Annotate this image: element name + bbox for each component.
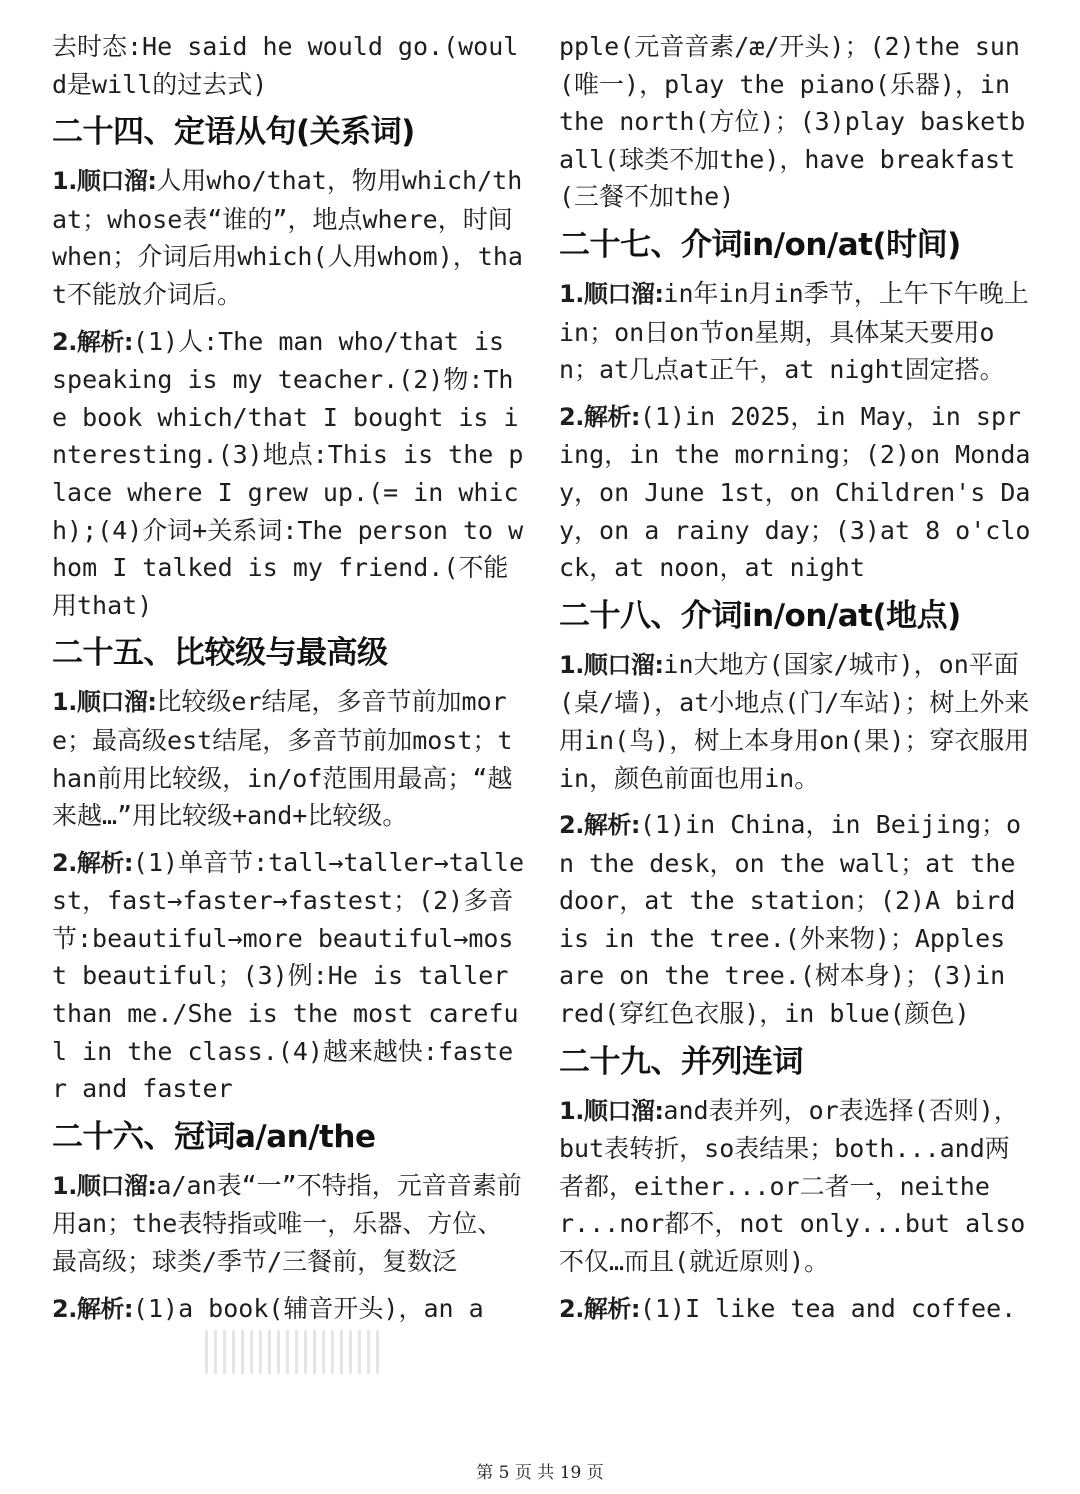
watermark-overlay — [205, 1330, 380, 1374]
rhyme-paragraph — [559, 1092, 1033, 1281]
rhyme-text: in年in月in季节，上午下午晚上in；on日on节on星期，具体某天要用on；at几点at正午，at night固定搭。 — [559, 278, 1029, 385]
section-heading-27: 二十七、介词in/on/at(时间) — [559, 226, 961, 263]
analysis-label: 2.解析: — [52, 848, 133, 877]
section-heading-24: 二十四、定语从句(关系词) — [52, 114, 415, 151]
analysis-text: (1)a book(辅音开头)，an a — [132, 1293, 484, 1323]
analysis-text: (1)in 2025，in May，in spring，in the morning；(2)on Monday，on June 1st，on Children's Day，on a rainy day；(3)at 8 o'clock，at noon，at night — [559, 401, 1031, 583]
analysis-paragraph — [559, 398, 1033, 587]
rhyme-paragraph — [52, 1167, 524, 1281]
analysis-label: 2.解析: — [559, 402, 640, 431]
page-number-footer: 第 5 页 共 19 页 — [476, 1463, 604, 1483]
rhyme-label: 1.顺口溜: — [52, 1171, 157, 1200]
rhyme-label: 1.顺口溜: — [52, 167, 157, 196]
analysis-paragraph — [52, 1290, 524, 1329]
section-heading-25: 二十五、比较级与最高级 — [52, 635, 388, 672]
analysis-paragraph — [559, 1290, 1033, 1329]
rhyme-text: in大地方(国家/城市)，on平面(桌/墙)，at小地点(门/车站)；树上外来用in(鸟)，树上本身用on(果)；穿衣服用in，颜色前面也用in。 — [559, 649, 1030, 793]
continued-text: pple(元音音素/æ/开头)；(2)the sun(唯一)，play the piano(乐器)，in the north(方位)；(3)play basketball(球类不加the)，have breakfast(三餐不加the) — [559, 32, 1026, 212]
rhyme-paragraph — [559, 275, 1033, 389]
rhyme-label: 1.顺口溜: — [559, 650, 664, 679]
rhyme-paragraph — [559, 646, 1033, 797]
analysis-label: 2.解析: — [52, 327, 133, 356]
rhyme-paragraph — [52, 162, 524, 313]
rhyme-text: a/an表“一”不特指，元音音素前用an；the表特指或唯一，乐器、方位、最高级；球类/季节/三餐前，复数泛 — [52, 1170, 522, 1277]
analysis-text: (1)I like tea and coffee. — [639, 1293, 1017, 1323]
rhyme-label: 1.顺口溜: — [559, 1096, 664, 1125]
left-column — [52, 28, 524, 1337]
right-column — [559, 28, 1033, 1337]
rhyme-text: 人用who/that，物用which/that；whose表“谁的”，地点where，时间when；介词后用which(人用whom)，that不能放介词后。 — [52, 166, 523, 309]
analysis-label: 2.解析: — [559, 1294, 640, 1323]
analysis-paragraph — [52, 323, 524, 625]
analysis-text: (1)in China，in Beijing；on the desk，on the wall；at the door，at the station；(2)A bird is in the tree.(外来物)；Apples are on the tree.(树本身)；(3)in red(穿红色衣服)，in blue(颜色) — [559, 810, 1022, 1029]
rhyme-text: 比较级er结尾，多音节前加more；最高级est结尾，多音节前加most；than前用比较级，in/of范围用最高；“越来越…”用比较级+and+比较级。 — [52, 687, 513, 831]
rhyme-label: 1.顺口溜: — [52, 688, 157, 717]
analysis-label: 2.解析: — [559, 811, 640, 840]
section-heading-26: 二十六、冠词a/an/the — [52, 1118, 376, 1155]
rhyme-text: and表并列，or表选择(否则)，but表转折，so表结果；both...and两者都，either...or二者一，neither...nor都不，not only...but also不仅…而且(就近原则)。 — [559, 1095, 1026, 1277]
rhyme-paragraph — [52, 683, 524, 834]
analysis-text: (1)人:The man who/that is speaking is my teacher.(2)物:The book which/that I bought is interesting.(3)地点:This is the place where I grew up.(= in which);(4)介词+关系词:The person to whom I talked is my friend.(不能用that) — [52, 326, 524, 620]
analysis-label: 2.解析: — [52, 1294, 133, 1323]
continued-text: 去时态:He said he would go.(would是will的过去式) — [52, 32, 519, 99]
section-heading-28: 二十八、介词in/on/at(地点) — [559, 597, 961, 634]
analysis-paragraph — [52, 844, 524, 1108]
section-heading-29: 二十九、并列连词 — [559, 1043, 803, 1080]
rhyme-label: 1.顺口溜: — [559, 279, 664, 308]
analysis-text: (1)单音节:tall→taller→tallest，fast→faster→fastest；(2)多音节:beautiful→more beautiful→most beautiful；(3)例:He is taller than me./She is the most careful in the class.(4)越来越快:faster and faster — [52, 847, 524, 1104]
analysis-paragraph — [559, 806, 1033, 1033]
